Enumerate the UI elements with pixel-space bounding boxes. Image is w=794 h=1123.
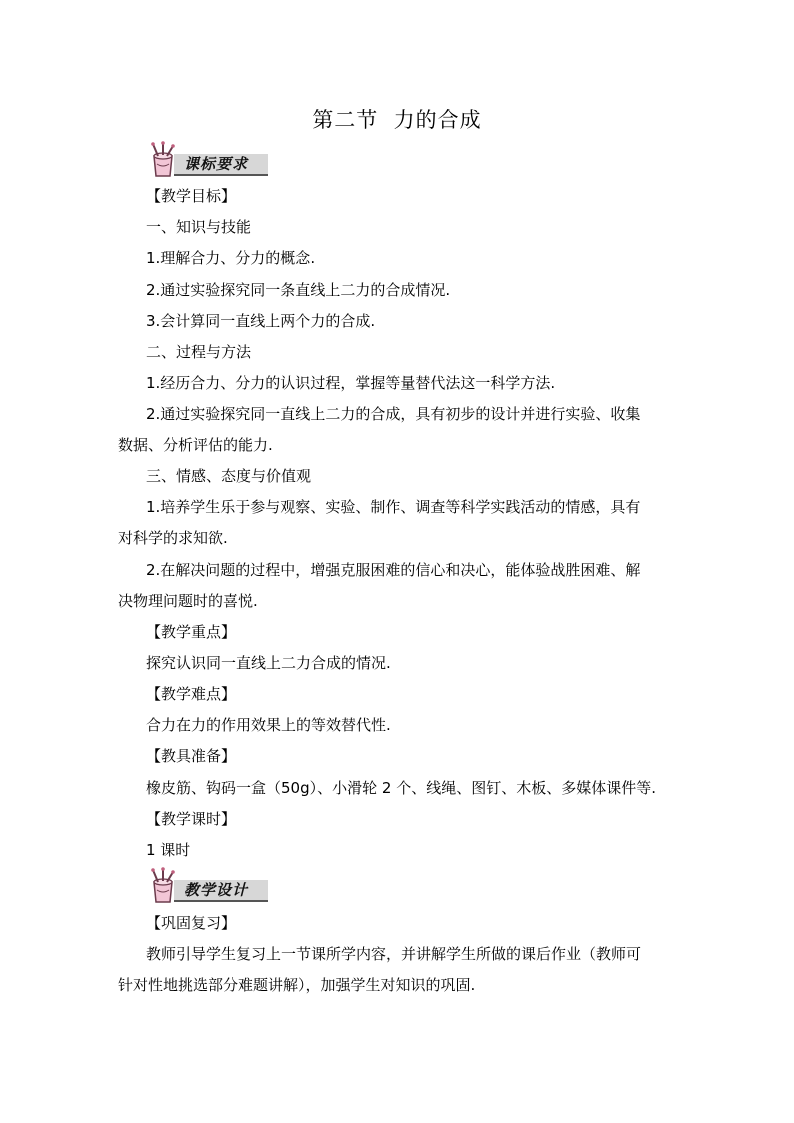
teaching-goals-heading: 【教学目标】 xyxy=(146,187,237,205)
list-item-continuation: 数据、分析评估的能力. xyxy=(118,436,273,454)
pencil-cup-icon xyxy=(146,866,186,906)
materials-heading: 【教具准备】 xyxy=(146,747,237,765)
list-item: 1.理解合力、分力的概念. xyxy=(146,249,316,267)
difficulty-text: 合力在力的作用效果上的等效替代性. xyxy=(146,716,391,734)
section-banner-requirements xyxy=(146,140,270,180)
review-text: 教师引导学生复习上一节课所学内容，并讲解学生所做的课后作业（教师可 xyxy=(146,945,642,963)
hours-text: 1 课时 xyxy=(146,841,191,859)
review-heading: 【巩固复习】 xyxy=(146,914,237,932)
pencil-cup-icon xyxy=(146,140,186,180)
section-heading: 一、知识与技能 xyxy=(146,218,252,236)
page-title: 第二节 力的合成 xyxy=(312,108,482,132)
key-points-heading: 【教学重点】 xyxy=(146,623,237,641)
list-item-continuation: 对科学的求知欲. xyxy=(118,529,228,547)
list-item: 2.通过实验探究同一条直线上二力的合成情况. xyxy=(146,281,451,299)
hours-heading: 【教学课时】 xyxy=(146,810,237,828)
section-heading: 三、情感、态度与价值观 xyxy=(146,467,312,485)
list-item-continuation: 决物理问题时的喜悦. xyxy=(118,592,258,610)
section-heading: 二、过程与方法 xyxy=(146,343,252,361)
difficulty-heading: 【教学难点】 xyxy=(146,685,237,703)
key-points-text: 探究认识同一直线上二力合成的情况. xyxy=(146,654,391,672)
list-item: 2.在解决问题的过程中，增强克服困难的信心和决心，能体验战胜困难、解 xyxy=(146,561,641,579)
list-item: 3.会计算同一直线上两个力的合成. xyxy=(146,312,376,330)
materials-text: 橡皮筋、钩码一盒（50g）、小滑轮 2 个、线绳、图钉、木板、多媒体课件等. xyxy=(146,779,656,797)
section-banner-design xyxy=(146,866,270,906)
list-item: 2.通过实验探究同一直线上二力的合成，具有初步的设计并进行实验、收集 xyxy=(146,405,641,423)
list-item: 1.经历合力、分力的认识过程，掌握等量替代法这一科学方法. xyxy=(146,374,556,392)
review-text-continuation: 针对性地挑选部分难题讲解），加强学生对知识的巩固. xyxy=(118,976,476,994)
banner-label: 教学设计 xyxy=(184,881,249,899)
list-item: 1.培养学生乐于参与观察、实验、制作、调查等科学实践活动的情感，具有 xyxy=(146,498,641,516)
banner-label: 课标要求 xyxy=(184,155,249,173)
